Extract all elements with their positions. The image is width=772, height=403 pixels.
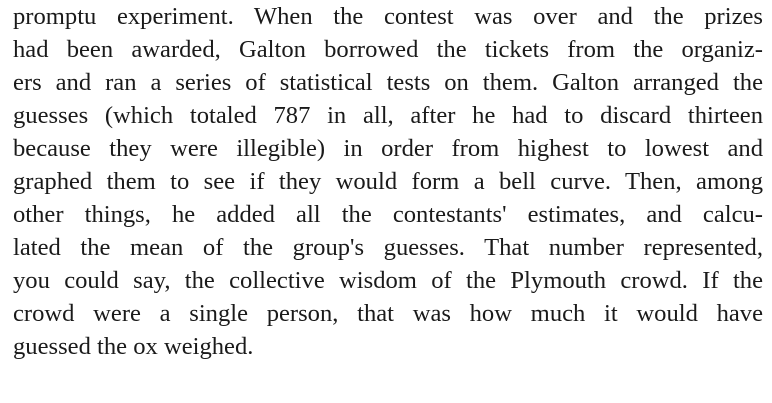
text-line-3: ers and ran a series of statistical tests on them. Galton arranged the <box>13 69 763 96</box>
text-line-8: lated the mean of the group's guesses. That number represented, <box>13 234 763 261</box>
text-line-11: guessed the ox weighed. <box>13 333 254 360</box>
text-line-10: crowd were a single person, that was how much it would have <box>13 300 763 327</box>
text-line-5: because they were illegible) in order from highest to lowest and <box>13 135 763 162</box>
text-line-1: promptu experiment. When the contest was over and the prizes <box>13 3 763 30</box>
text-line-9: you could say, the collective wisdom of the Plymouth crowd. If the <box>13 267 763 294</box>
text-line-4: guesses (which totaled 787 in all, after he had to discard thirteen <box>13 102 763 129</box>
text-line-7: other things, he added all the contestants' estimates, and calcu- <box>13 201 763 228</box>
text-line-2: had been awarded, Galton borrowed the tickets from the organiz- <box>13 36 763 63</box>
text-line-6: graphed them to see if they would form a bell curve. Then, among <box>13 168 763 195</box>
